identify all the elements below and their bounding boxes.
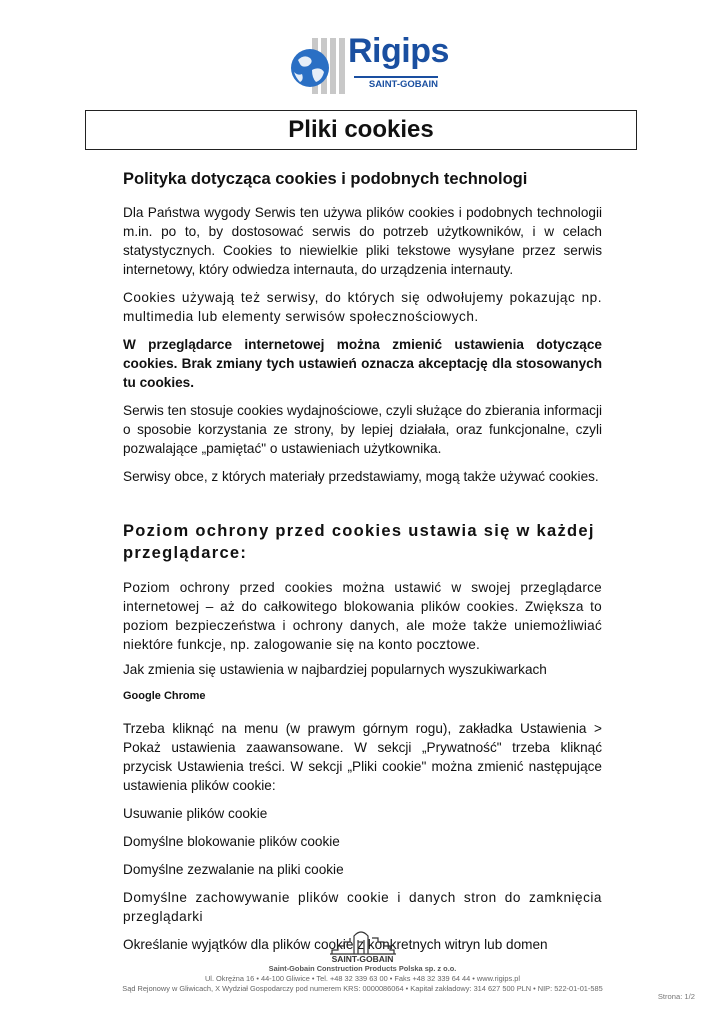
section2-paragraph-2: Jak zmienia się ustawienia w najbardziej popularnych wyszukiwarkach xyxy=(123,662,547,677)
list-item: Domyślne zachowywanie plików cookie i danych stron do zamknięcia przeglądarki xyxy=(123,890,602,924)
browser-name: Google Chrome xyxy=(123,690,206,702)
footer-brand: SAINT-GOBAIN xyxy=(331,954,394,964)
footer-address: Ul. Okrężna 16 • 44-100 Gliwice • Tel. +48 32 339 63 00 • Faks +48 32 339 64 44 • www.rigips.pl xyxy=(204,974,521,983)
document-content xyxy=(123,168,602,954)
page-title: Pliki cookies xyxy=(288,116,434,143)
section2-heading: Poziom ochrony przed cookies ustawia się w każdej przeglądarce: xyxy=(123,522,595,562)
footer xyxy=(0,928,725,994)
list-item: Określanie wyjątków dla plików cookie z konkretnych witryn lub domen xyxy=(123,937,548,952)
title-box xyxy=(85,110,637,150)
list-item: Usuwanie plików cookie xyxy=(123,806,268,821)
globe-icon xyxy=(288,36,352,98)
footer-company: Saint-Gobain Construction Products Polska sp. z o.o. xyxy=(268,964,457,973)
logo-wordmark: Rigips xyxy=(348,32,449,70)
section2-paragraph-3: Trzeba kliknąć na menu (w prawym górnym rogu), zakładka Ustawienia > Pokaż ustawienia zaawansowane. W sekcji „Prywatność" trzeba kliknąć przycisk Ustawienia treści. W sekcji „Pliki cookie" można zmienić następujące ustawienia plików cookie: xyxy=(123,721,602,793)
section1-paragraph-5: Serwisy obce, z których materiały przedstawiamy, mogą także używać cookies. xyxy=(123,469,599,484)
rigips-logo xyxy=(288,32,449,98)
list-item: Domyślne blokowanie plików cookie xyxy=(123,834,340,849)
section1-paragraph-4: Serwis ten stosuje cookies wydajnościowe, czyli służące do zbierania informacji o sposobie korzystania ze strony, by lepiej działała, oraz funkcjonalne, czyli pozwalające „pamiętać" o ustawieniach użytkownika. xyxy=(123,403,603,456)
section2-paragraph-1: Poziom ochrony przed cookies można ustawić w swojej przeglądarce internetowej – aż do całkowitego blokowania plików cookies. Zwiększa to poziom bezpieczeństwa i ochrony danych, ale może także uniemożliwiać niektóre funkcje, np. zalogowanie się na konto pocztowe. xyxy=(123,580,602,652)
page-number: Strona: 1/2 xyxy=(657,992,695,1001)
section1-paragraph-1: Dla Państwa wygody Serwis ten używa plików cookies i podobnych technologii m.in. po to, by dostosować serwis do potrzeb użytkowników, i w celach statystycznych. Cookies to niewielkie pliki tekstowe wysyłane przez serwis internetowy, który odwiedza internauta, do urządzenia internauty. xyxy=(123,205,602,277)
footer-registry: Sąd Rejonowy w Gliwicach, X Wydział Gospodarczy pod numerem KRS: 0000086064 • Kapitał zakładowy: 314 627 500 PLN • NIP: 522-01-01-585 xyxy=(122,984,603,993)
section1-paragraph-3: W przeglądarce internetowej można zmienić ustawienia dotyczące cookies. Brak zmiany tych ustawień oznacza akceptację dla stosowanych tu cookies. xyxy=(123,337,602,390)
section1-heading: Polityka dotycząca cookies i podobnych technologi xyxy=(123,170,528,188)
list-item: Domyślne zezwalanie na pliki cookie xyxy=(123,862,344,877)
section1-paragraph-2: Cookies używają też serwisy, do których się odwołujemy pokazując np. multimedia lub elementy serwisów społecznościowych. xyxy=(123,290,602,324)
saint-gobain-building-icon xyxy=(328,928,398,956)
logo-subtitle: SAINT-GOBAIN xyxy=(354,76,438,90)
